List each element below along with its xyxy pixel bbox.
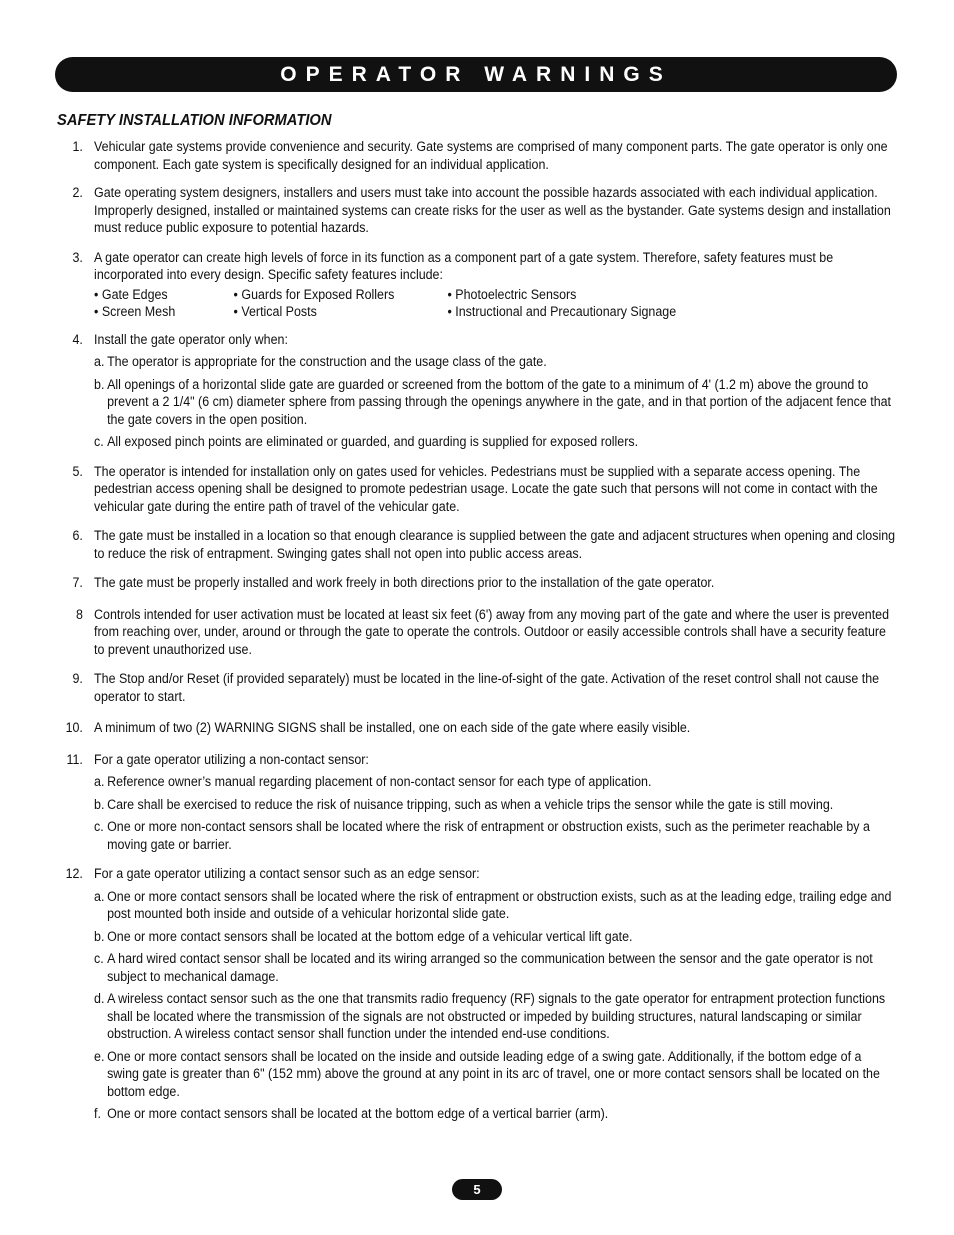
item-number: 10. <box>65 720 83 735</box>
item-number: 4. <box>72 331 83 347</box>
item-text: The Stop and/or Reset (if provided separately) must be located in the line-of-sight of the gate. Activation of the reset control shall not cause the operator to start. <box>94 671 880 704</box>
item-number: 8 <box>75 606 83 622</box>
list-item <box>55 138 897 173</box>
sub-item-letter: b. <box>94 928 105 944</box>
list-item <box>55 865 897 1123</box>
sub-item-text: A hard wired contact sensor shall be located and its wiring arranged so the communication between the sensor and the gate operator is not subject to mechanical damage. <box>107 951 873 984</box>
list-item <box>55 463 897 516</box>
sub-item-text: One or more contact sensors shall be located on the inside and outside leading edge of a swing gate. Additionally, if the bottom edge of a swing gate is greater than 6" (152 mm) above the ground at any point in its arc of travel, one or more contact sensors shall be located on the bottom edge. <box>107 1048 880 1099</box>
item-text: The gate must be properly installed and work freely in both directions prior to the installation of the gate operator. <box>94 575 715 590</box>
sub-item-letter: c. <box>94 434 104 449</box>
sub-item <box>94 928 897 946</box>
sub-item <box>94 990 897 1043</box>
sub-item-letter: c. <box>94 951 104 966</box>
sub-item-text: Reference owner’s manual regarding placement of non-contact sensor for each type of application. <box>107 774 652 789</box>
sub-item-letter: e. <box>94 1048 105 1064</box>
list-item <box>55 606 897 659</box>
feature-item: • Guards for Exposed Rollers <box>233 286 395 302</box>
sub-item-text: One or more contact sensors shall be located at the bottom edge of a vehicular vertical lift gate. <box>107 928 633 944</box>
item-text: Controls intended for user activation must be located at least six feet (6') away from any moving part of the gate and where the user is prevented from reaching over, under, around or through the gate to operate the controls. Outdoor or easily accessible controls shall have a security feature to prevent unauthorized use. <box>94 606 890 657</box>
item-text: The operator is intended for installation only on gates used for vehicles. Pedestrians must be supplied with a separate access opening. The pedestrian access opening shall be designed to promote pedestrian usage. Locate the gate such that persons will not come in contact with the vehicular gate during the entire path of travel of the vehicular gate. <box>94 463 878 514</box>
list-item <box>55 574 897 592</box>
feature-item: • Instructional and Precautionary Signage <box>447 304 677 319</box>
feature-item: • Photoelectric Sensors <box>447 286 577 302</box>
sub-item <box>94 1105 897 1123</box>
sub-item <box>94 796 897 814</box>
item-text: Install the gate operator only when: <box>94 331 288 347</box>
header-banner <box>55 57 897 92</box>
sub-item <box>94 773 897 791</box>
sub-item <box>94 818 897 853</box>
features-list <box>94 286 897 321</box>
sub-item-text: One or more contact sensors shall be located at the bottom edge of a vertical barrier (arm). <box>107 1106 609 1121</box>
item-number: 2. <box>72 185 83 200</box>
item-number: 9. <box>72 671 83 686</box>
sub-item-text: The operator is appropriate for the construction and the usage class of the gate. <box>107 354 547 369</box>
sub-item <box>94 950 897 985</box>
sub-item <box>94 888 897 923</box>
sub-item-text: All openings of a horizontal slide gate are guarded or screened from the bottom of the gate to a minimum of 4' (1.2 m) above the ground to prevent a 2 1/4" (6 cm) diameter sphere from passing through the openings anywhere in the gate, and in that portion of the adjacent fence that the gate covers in the open position. <box>107 376 892 427</box>
list-item <box>55 184 897 237</box>
list-item <box>55 527 897 562</box>
list-item <box>55 331 897 451</box>
item-text: For a gate operator utilizing a contact sensor such as an edge sensor: <box>94 866 480 881</box>
sub-item-letter: d. <box>94 991 105 1006</box>
item-number: 11. <box>66 751 83 767</box>
sub-item <box>94 1048 897 1101</box>
item-text: The gate must be installed in a location so that enough clearance is supplied between the gate and adjacent structures when opening and closing to reduce the risk of entrapment. Swinging gates shall not open into public access areas. <box>94 528 896 561</box>
sub-item-text: One or more non-contact sensors shall be located where the risk of entrapment or obstruction exists, such as the perimeter reachable by a moving gate or barrier. <box>107 819 870 852</box>
sub-item-text: All exposed pinch points are eliminated or guarded, and guarding is supplied for exposed rollers. <box>107 434 639 449</box>
item-text: Gate operating system designers, installers and users must take into account the possible hazards associated with each individual application. Improperly designed, installed or maintained systems can create risks for the user as well as the bystander. Gate systems design and installation must reduce public exposure to potential hazards. <box>94 185 891 235</box>
list-item <box>55 249 897 321</box>
page-title: OPERATOR WARNINGS <box>280 62 672 86</box>
item-text: Vehicular gate systems provide convenience and security. Gate systems are comprised of many component parts. The gate operator is only one component. Each gate system is specifically designed for an individual application. <box>94 139 888 172</box>
sub-item-text: A wireless contact sensor such as the one that transmits radio frequency (RF) signals to the gate operator for entrapment protection functions shall be located where the transmission of the signals are not obstructed or impeded by building structures, natural landscaping or similar obstruction. A wireless contact sensor shall function under the intended end-use conditions. <box>107 991 886 1041</box>
item-text: A gate operator can create high levels of force in its function as a component part of a gate system. Therefore, safety features must be incorporated into every design. Specific safety features include: <box>94 249 834 282</box>
sub-item-letter: a. <box>94 774 105 789</box>
page-number: 5 <box>452 1179 502 1200</box>
list-item <box>55 670 897 705</box>
sub-item <box>94 376 897 429</box>
sub-item-letter: a. <box>94 888 105 904</box>
feature-item: • Vertical Posts <box>233 304 317 319</box>
sub-item-letter: b. <box>94 376 105 392</box>
sub-item-text: Care shall be exercised to reduce the risk of nuisance tripping, such as when a vehicle trips the sensor while the gate is still moving. <box>107 796 834 812</box>
item-number: 6. <box>72 528 83 543</box>
sub-item-letter: c. <box>94 819 104 834</box>
sub-item <box>94 433 897 451</box>
sub-item <box>94 353 897 371</box>
item-number: 1. <box>72 139 83 154</box>
list-item <box>55 751 897 854</box>
item-number: 3. <box>72 249 83 265</box>
sub-item-letter: f. <box>94 1106 101 1121</box>
item-number: 5. <box>72 463 83 479</box>
item-number: 7. <box>72 575 83 590</box>
feature-item: • Gate Edges <box>94 286 168 302</box>
item-text: For a gate operator utilizing a non-contact sensor: <box>94 751 369 767</box>
list-item <box>55 719 897 737</box>
section-title: SAFETY INSTALLATION INFORMATION <box>57 112 332 129</box>
item-text: A minimum of two (2) WARNING SIGNS shall be installed, one on each side of the gate where easily visible. <box>94 720 691 735</box>
sub-item-text: One or more contact sensors shall be located where the risk of entrapment or obstruction exists, such as at the leading edge, trailing edge and post mounted both inside and outside of a vehicular horizontal slide gate. <box>107 888 892 921</box>
warnings-list <box>55 138 897 1123</box>
sub-item-letter: a. <box>94 354 105 369</box>
sub-item-letter: b. <box>94 796 105 812</box>
item-number: 12. <box>65 866 83 881</box>
feature-item: • Screen Mesh <box>94 304 176 319</box>
